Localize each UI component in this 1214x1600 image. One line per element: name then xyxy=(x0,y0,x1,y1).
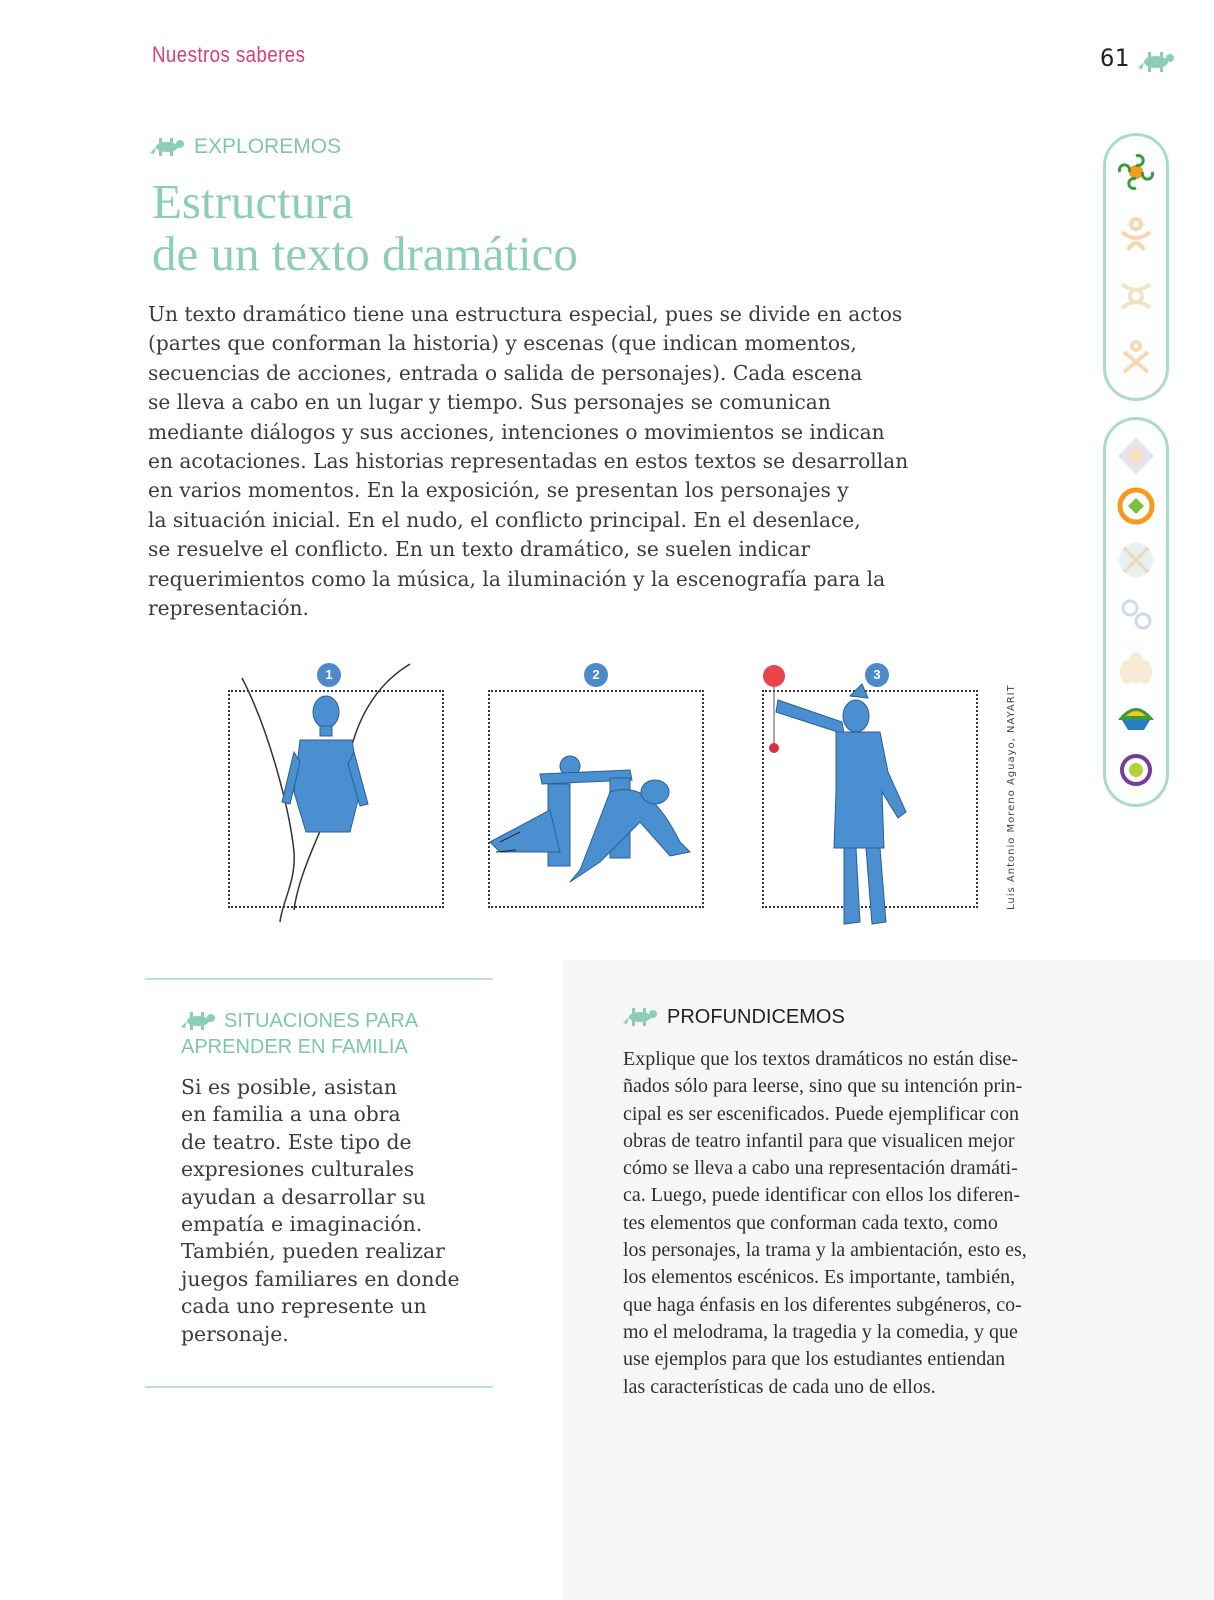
figure-badge-2: 2 xyxy=(584,663,608,687)
text-line: secuencias de acciones, entrada o salida de personajes). Cada escena xyxy=(148,360,863,385)
figure-resolution xyxy=(762,690,978,908)
lotus-icon xyxy=(1116,648,1156,688)
fan-icon xyxy=(1116,698,1156,738)
link-icon xyxy=(1116,594,1156,634)
text-line: que haga énfasis en los diferentes subgéneros, co- xyxy=(623,1293,1022,1316)
text-line: personaje. xyxy=(181,1321,289,1346)
text-line: mediante diálogos y sus acciones, intenciones o movimientos se indican xyxy=(148,419,885,444)
text-line: mo el melodrama, la tragedia y la comedia, y que xyxy=(623,1320,1018,1343)
family-heading-text: SITUACIONES PARA APRENDER EN FAMILIA xyxy=(181,1010,418,1058)
page-title xyxy=(152,176,578,280)
family-paragraph xyxy=(181,1074,460,1348)
lizard-icon xyxy=(623,1004,661,1030)
text-line: juegos familiares en donde xyxy=(181,1266,460,1291)
text-line: Explique que los textos dramáticos no están dise- xyxy=(623,1048,1018,1070)
sidebar-group-2 xyxy=(1103,417,1169,807)
text-line: los elementos escénicos. Es importante, también, xyxy=(623,1266,1016,1289)
lizard-icon xyxy=(150,134,188,160)
family-situations-box xyxy=(145,978,493,1388)
text-line: ñados sólo para leerse, sino que su intención prin- xyxy=(623,1075,1023,1098)
text-line: obras de teatro infantil para que visualicen mejor xyxy=(623,1129,1015,1152)
text-line: cómo se lleva a cabo una representación dramáti- xyxy=(623,1157,1018,1180)
text-line: empatía e imaginación. xyxy=(181,1212,423,1237)
teacher-heading-text: PROFUNDICEMOS xyxy=(667,1005,845,1028)
explore-label: EXPLOREMOS xyxy=(194,135,342,158)
cube-icon xyxy=(1116,540,1156,580)
text-line: Si es posible, asistan xyxy=(181,1075,397,1099)
lizard-logo-icon xyxy=(1138,46,1178,76)
text-line: ayudan a desarrollar su xyxy=(181,1184,426,1209)
diamond-icon xyxy=(1116,436,1156,476)
text-line: tes elementos que conforman cada texto, como xyxy=(623,1211,998,1234)
text-line: Un texto dramático tiene una estructura especial, pues se divide en actos xyxy=(148,302,903,326)
intro-paragraph xyxy=(148,300,938,623)
figure-badge-1: 1 xyxy=(317,663,341,687)
knot-icon xyxy=(1116,276,1156,316)
splash-icon xyxy=(1116,750,1156,790)
section-title: Nuestros saberes xyxy=(152,42,306,67)
figure-conflict xyxy=(488,690,704,908)
curtain-character-illustration xyxy=(230,692,446,910)
figure-icon xyxy=(1116,338,1156,378)
clown-character-illustration xyxy=(764,692,980,910)
text-line: cipal es ser escenificados. Puede ejemplificar con xyxy=(623,1102,1019,1125)
teacher-heading xyxy=(623,1004,845,1030)
dancer-icon xyxy=(1116,214,1156,254)
text-line: se lleva a cabo en un lugar y tiempo. Sus personajes se comunican xyxy=(148,390,831,415)
title-line-2: de un texto dramático xyxy=(152,226,578,281)
text-line: expresiones culturales xyxy=(181,1157,415,1182)
text-line: las características de cada uno de ellos. xyxy=(623,1375,936,1398)
teacher-notes-box xyxy=(563,960,1214,1600)
teacher-paragraph xyxy=(623,1046,1061,1401)
explore-heading xyxy=(150,134,341,160)
page-number: 61 xyxy=(1100,44,1129,72)
text-line: use ejemplos para que los estudiantes entiendan xyxy=(623,1348,1006,1371)
text-line: en varios momentos. En la exposición, se presentan los personajes y xyxy=(148,478,849,503)
sidebar-group-1 xyxy=(1103,133,1169,401)
illustration-credit: Luis Antonio Moreno Aguayo, NAYARIT xyxy=(1006,684,1017,910)
text-line: cada uno represente un xyxy=(181,1294,427,1319)
figure-exposition xyxy=(228,690,444,908)
figure-badge-3: 3 xyxy=(865,663,889,687)
text-line: la situación inicial. En el nudo, el conflicto principal. En el desenlace, xyxy=(148,507,861,532)
text-line: en acotaciones. Las historias representadas en estos textos se desarrollan xyxy=(148,449,909,474)
text-line: También, pueden realizar xyxy=(181,1239,445,1264)
text-line: requerimientos como la música, la iluminación y la escenografía para la xyxy=(148,566,886,591)
text-line: (partes que conforman la historia) y escenas (que indican momentos, xyxy=(148,331,857,356)
text-line: representación. xyxy=(148,596,309,621)
text-line: los personajes, la trama y la ambientación, esto es, xyxy=(623,1239,1027,1262)
text-line: se resuelve el conflicto. En un texto dramático, se suelen indicar xyxy=(148,537,811,562)
text-line: en familia a una obra xyxy=(181,1102,401,1127)
text-line: ca. Luego, puede identificar con ellos los diferen- xyxy=(623,1184,1021,1207)
crawling-character-illustration xyxy=(490,692,706,910)
text-line: de teatro. Este tipo de xyxy=(181,1129,412,1154)
target-icon xyxy=(1116,486,1156,526)
flower-icon xyxy=(1116,152,1156,192)
title-line-1: Estructura xyxy=(152,174,354,229)
